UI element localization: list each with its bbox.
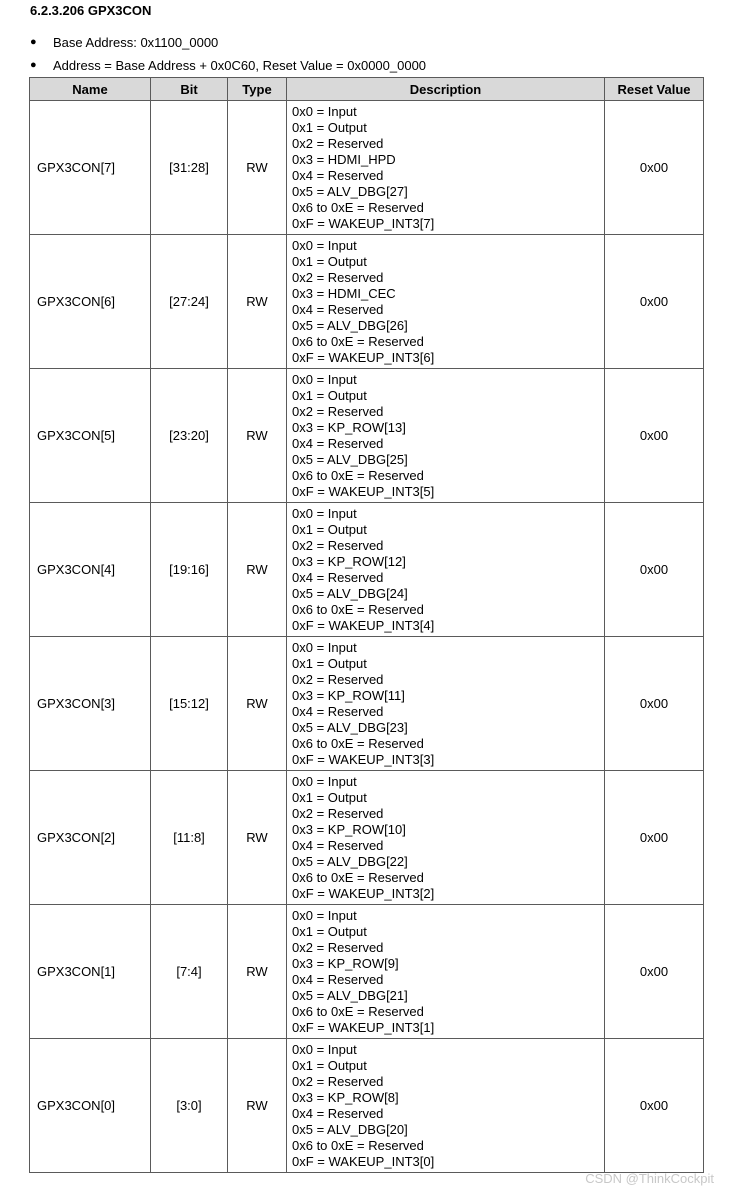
type-cell: RW — [228, 235, 287, 369]
bullet-item — [30, 54, 426, 77]
type-cell: RW — [228, 1039, 287, 1173]
description-line: 0x5 = ALV_DBG[21] — [292, 987, 408, 1003]
description-cell — [287, 637, 605, 771]
table-header-row — [30, 78, 704, 101]
description-line: 0x4 = Reserved — [292, 703, 384, 719]
address-bullet-list — [30, 31, 426, 77]
reset-value-cell: 0x00 — [605, 503, 704, 637]
field-name-cell: GPX3CON[5] — [30, 369, 151, 503]
watermark: CSDN @ThinkCockpit — [585, 1171, 714, 1186]
bit-range-cell: [7:4] — [151, 905, 228, 1039]
description-line: 0x0 = Input — [292, 103, 357, 119]
description-line: 0x2 = Reserved — [292, 135, 384, 151]
bit-range-cell: [19:16] — [151, 503, 228, 637]
description-line: 0x4 = Reserved — [292, 435, 384, 451]
type-cell: RW — [228, 905, 287, 1039]
type-cell: RW — [228, 637, 287, 771]
description-cell — [287, 235, 605, 369]
description-line: 0x5 = ALV_DBG[20] — [292, 1121, 408, 1137]
reset-value-cell: 0x00 — [605, 637, 704, 771]
column-header-type: Type — [228, 78, 287, 101]
description-line: 0x6 to 0xE = Reserved — [292, 333, 424, 349]
column-header-name: Name — [30, 78, 151, 101]
table-row — [30, 905, 704, 1039]
description-line: 0x0 = Input — [292, 907, 357, 923]
description-line: 0x0 = Input — [292, 773, 357, 789]
table-row — [30, 101, 704, 235]
description-line: 0x4 = Reserved — [292, 301, 384, 317]
description-line: 0x3 = KP_ROW[8] — [292, 1089, 399, 1105]
table-row — [30, 369, 704, 503]
description-line: 0x5 = ALV_DBG[23] — [292, 719, 408, 735]
description-line: 0x4 = Reserved — [292, 569, 384, 585]
description-line: 0x2 = Reserved — [292, 403, 384, 419]
description-line: 0x1 = Output — [292, 655, 367, 671]
field-name-cell: GPX3CON[6] — [30, 235, 151, 369]
description-line: 0x4 = Reserved — [292, 971, 384, 987]
bullet-item — [30, 31, 426, 54]
section-title: 6.2.3.206 GPX3CON — [30, 3, 152, 18]
table-row — [30, 503, 704, 637]
bit-range-cell: [23:20] — [151, 369, 228, 503]
description-line: 0x3 = KP_ROW[11] — [292, 687, 405, 703]
description-line: 0x1 = Output — [292, 789, 367, 805]
description-line: 0x1 = Output — [292, 1057, 367, 1073]
description-line: 0x3 = KP_ROW[9] — [292, 955, 399, 971]
description-line: 0xF = WAKEUP_INT3[2] — [292, 885, 435, 901]
description-line: 0x0 = Input — [292, 639, 357, 655]
column-header-bit: Bit — [151, 78, 228, 101]
description-line: 0x5 = ALV_DBG[25] — [292, 451, 408, 467]
description-line: 0x1 = Output — [292, 521, 367, 537]
field-name-cell: GPX3CON[7] — [30, 101, 151, 235]
description-line: 0x0 = Input — [292, 371, 357, 387]
reset-value-cell: 0x00 — [605, 101, 704, 235]
table-row — [30, 637, 704, 771]
description-line: 0x2 = Reserved — [292, 1073, 384, 1089]
register-table — [29, 77, 704, 1173]
description-line: 0x2 = Reserved — [292, 939, 384, 955]
reset-value-cell: 0x00 — [605, 905, 704, 1039]
field-name-cell: GPX3CON[4] — [30, 503, 151, 637]
description-line: 0x2 = Reserved — [292, 805, 384, 821]
reset-value-cell: 0x00 — [605, 771, 704, 905]
type-cell: RW — [228, 369, 287, 503]
description-line: 0x1 = Output — [292, 119, 367, 135]
description-line: 0x1 = Output — [292, 253, 367, 269]
reset-value-cell: 0x00 — [605, 235, 704, 369]
description-line: 0x1 = Output — [292, 387, 367, 403]
column-header-description: Description — [287, 78, 605, 101]
description-line: 0x6 to 0xE = Reserved — [292, 199, 424, 215]
description-line: 0x6 to 0xE = Reserved — [292, 735, 424, 751]
description-cell — [287, 771, 605, 905]
type-cell: RW — [228, 101, 287, 235]
description-line: 0x3 = KP_ROW[10] — [292, 821, 406, 837]
description-line: 0x3 = HDMI_HPD — [292, 151, 396, 167]
description-cell — [287, 905, 605, 1039]
description-line: 0xF = WAKEUP_INT3[6] — [292, 349, 435, 365]
table-row — [30, 235, 704, 369]
description-line: 0x6 to 0xE = Reserved — [292, 1003, 424, 1019]
table-row — [30, 771, 704, 905]
column-header-reset-value: Reset Value — [605, 78, 704, 101]
description-cell — [287, 503, 605, 637]
description-line: 0xF = WAKEUP_INT3[4] — [292, 617, 435, 633]
description-line: 0x4 = Reserved — [292, 167, 384, 183]
description-line: 0x0 = Input — [292, 1041, 357, 1057]
field-name-cell: GPX3CON[2] — [30, 771, 151, 905]
description-line: 0xF = WAKEUP_INT3[1] — [292, 1019, 435, 1035]
bit-range-cell: [27:24] — [151, 235, 228, 369]
description-cell — [287, 1039, 605, 1173]
bit-range-cell: [15:12] — [151, 637, 228, 771]
description-line: 0xF = WAKEUP_INT3[5] — [292, 483, 435, 499]
bit-range-cell: [31:28] — [151, 101, 228, 235]
description-line: 0xF = WAKEUP_INT3[0] — [292, 1153, 435, 1169]
description-line: 0x0 = Input — [292, 237, 357, 253]
table-body — [30, 101, 704, 1173]
reset-value-cell: 0x00 — [605, 369, 704, 503]
description-line: 0x0 = Input — [292, 505, 357, 521]
description-line: 0x5 = ALV_DBG[26] — [292, 317, 408, 333]
description-line: 0x6 to 0xE = Reserved — [292, 869, 424, 885]
description-line: 0x6 to 0xE = Reserved — [292, 467, 424, 483]
description-line: 0x2 = Reserved — [292, 537, 384, 553]
bullet-icon: ● — [30, 59, 37, 71]
description-line: 0x3 = HDMI_CEC — [292, 285, 396, 301]
description-line: 0xF = WAKEUP_INT3[3] — [292, 751, 435, 767]
field-name-cell: GPX3CON[1] — [30, 905, 151, 1039]
description-cell — [287, 369, 605, 503]
field-name-cell: GPX3CON[0] — [30, 1039, 151, 1173]
description-line: 0x2 = Reserved — [292, 671, 384, 687]
bit-range-cell: [3:0] — [151, 1039, 228, 1173]
field-name-cell: GPX3CON[3] — [30, 637, 151, 771]
description-line: 0x5 = ALV_DBG[22] — [292, 853, 408, 869]
address-reset-text: Address = Base Address + 0x0C60, Reset Value = 0x0000_0000 — [53, 58, 427, 73]
base-address-text: Base Address: 0x1100_0000 — [53, 35, 219, 50]
description-line: 0x6 to 0xE = Reserved — [292, 1137, 424, 1153]
type-cell: RW — [228, 771, 287, 905]
table-row — [30, 1039, 704, 1173]
bit-range-cell: [11:8] — [151, 771, 228, 905]
bullet-icon: ● — [30, 36, 37, 48]
description-cell — [287, 101, 605, 235]
description-line: 0x1 = Output — [292, 923, 367, 939]
description-line: 0x3 = KP_ROW[13] — [292, 419, 406, 435]
description-line: 0x5 = ALV_DBG[27] — [292, 183, 408, 199]
reset-value-cell: 0x00 — [605, 1039, 704, 1173]
description-line: 0x6 to 0xE = Reserved — [292, 601, 424, 617]
description-line: 0x4 = Reserved — [292, 1105, 384, 1121]
description-line: 0x2 = Reserved — [292, 269, 384, 285]
description-line: 0xF = WAKEUP_INT3[7] — [292, 215, 435, 231]
description-line: 0x4 = Reserved — [292, 837, 384, 853]
type-cell: RW — [228, 503, 287, 637]
description-line: 0x5 = ALV_DBG[24] — [292, 585, 408, 601]
description-line: 0x3 = KP_ROW[12] — [292, 553, 406, 569]
